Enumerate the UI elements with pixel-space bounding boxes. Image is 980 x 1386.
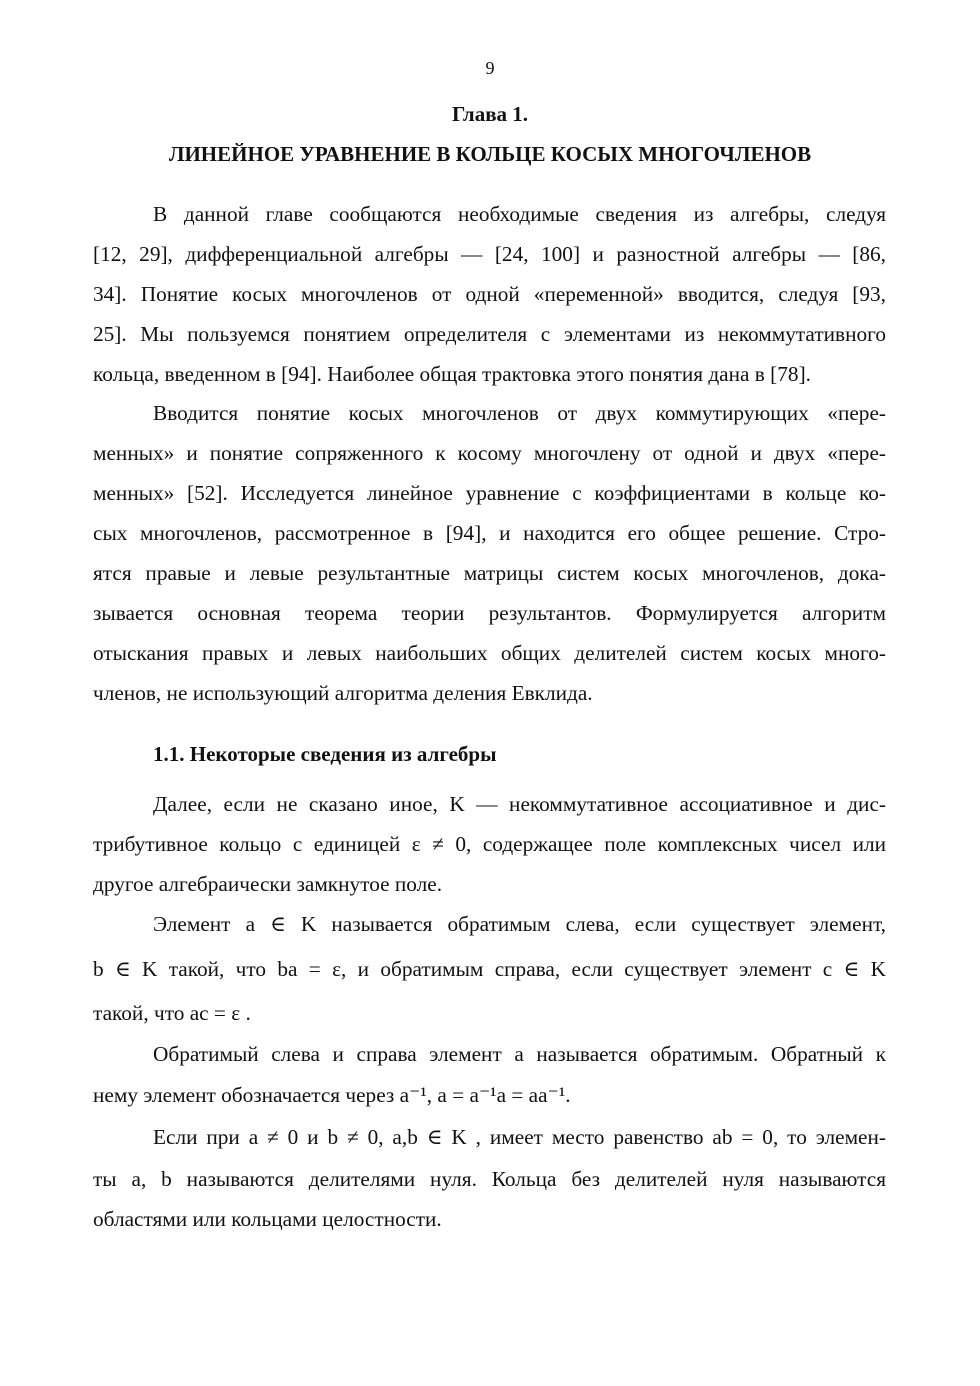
- text-line: другое алгебраически замкнутое поле.: [93, 872, 443, 896]
- text-line: кольца, введенном в [94]. Наиболее общая трактовка этого понятия дана в [78].: [93, 362, 811, 386]
- text-line: В данной главе сообщаются необходимые сведения из алгебры, следуя: [153, 202, 886, 226]
- text-line: b ∈ K такой, что ba = ε, и обратимым справа, если существует элемент c ∈ K: [93, 957, 886, 981]
- text-line: членов, не использующий алгоритма деления Евклида.: [93, 681, 593, 705]
- text-line: Элемент a ∈ K называется обратимым слева, если существует элемент,: [153, 912, 886, 936]
- text-line: отыскания правых и левых наибольших общих делителей систем косых много-: [93, 641, 886, 665]
- text-line: ты a, b называются делителями нуля. Кольца без делителей нуля называются: [93, 1167, 886, 1191]
- section-paragraph-4: [93, 1123, 886, 1245]
- chapter-label: Глава 1.: [451, 102, 529, 126]
- section-paragraph-2: [93, 910, 886, 1039]
- text-line: менных» [52]. Исследуется линейное уравнение с коэффициентами в кольце ко-: [93, 481, 886, 505]
- text-line: нему элемент обозначается через a⁻¹, a = a⁻¹a = aa⁻¹.: [93, 1083, 571, 1107]
- intro-paragraph-1: [93, 200, 886, 400]
- text-line: Обратимый слева и справа элемент a называется обратимым. Обратный к: [153, 1042, 886, 1066]
- section-paragraph-3: [93, 1040, 886, 1121]
- page-number: 9: [485, 58, 495, 78]
- section-heading: 1.1. Некоторые сведения из алгебры: [153, 742, 497, 766]
- text-line: зывается основная теорема теории результантов. Формулируется алгоритм: [93, 601, 886, 625]
- chapter-title: ЛИНЕЙНОЕ УРАВНЕНИЕ В КОЛЬЦЕ КОСЫХ МНОГОЧЛЕНОВ: [168, 142, 812, 166]
- text-line: ятся правые и левые результантные матрицы систем косых многочленов, дока-: [93, 561, 886, 585]
- text-line: сых многочленов, рассмотренное в [94], и находится его общее решение. Стро-: [93, 521, 886, 545]
- text-line: [12, 29], дифференциальной алгебры — [24, 100] и разностной алгебры — [86,: [93, 242, 886, 266]
- text-line: областями или кольцами целостности.: [93, 1207, 442, 1231]
- text-line: менных» и понятие сопряженного к косому многочлену от одной и двух «пере-: [93, 441, 886, 465]
- text-line: 34]. Понятие косых многочленов от одной «переменной» вводится, следуя [93,: [93, 282, 886, 306]
- text-line: трибутивное кольцо с единицей ε ≠ 0, содержащее поле комплексных чисел или: [93, 832, 886, 856]
- intro-paragraph-2: [93, 399, 886, 719]
- text-line: Вводится понятие косых многочленов от двух коммутирующих «пере-: [153, 401, 886, 425]
- text-line: такой, что ac = ε .: [93, 1001, 251, 1025]
- text-line: Далее, если не сказано иное, K — некоммутативное ассоциативное и дис-: [153, 792, 886, 816]
- text-line: Если при a ≠ 0 и b ≠ 0, a,b ∈ K , имеет место равенство ab = 0, то элемен-: [153, 1125, 886, 1149]
- text-line: 25]. Мы пользуемся понятием определителя с элементами из некоммутативного: [93, 322, 886, 346]
- section-paragraph-1: [93, 790, 886, 910]
